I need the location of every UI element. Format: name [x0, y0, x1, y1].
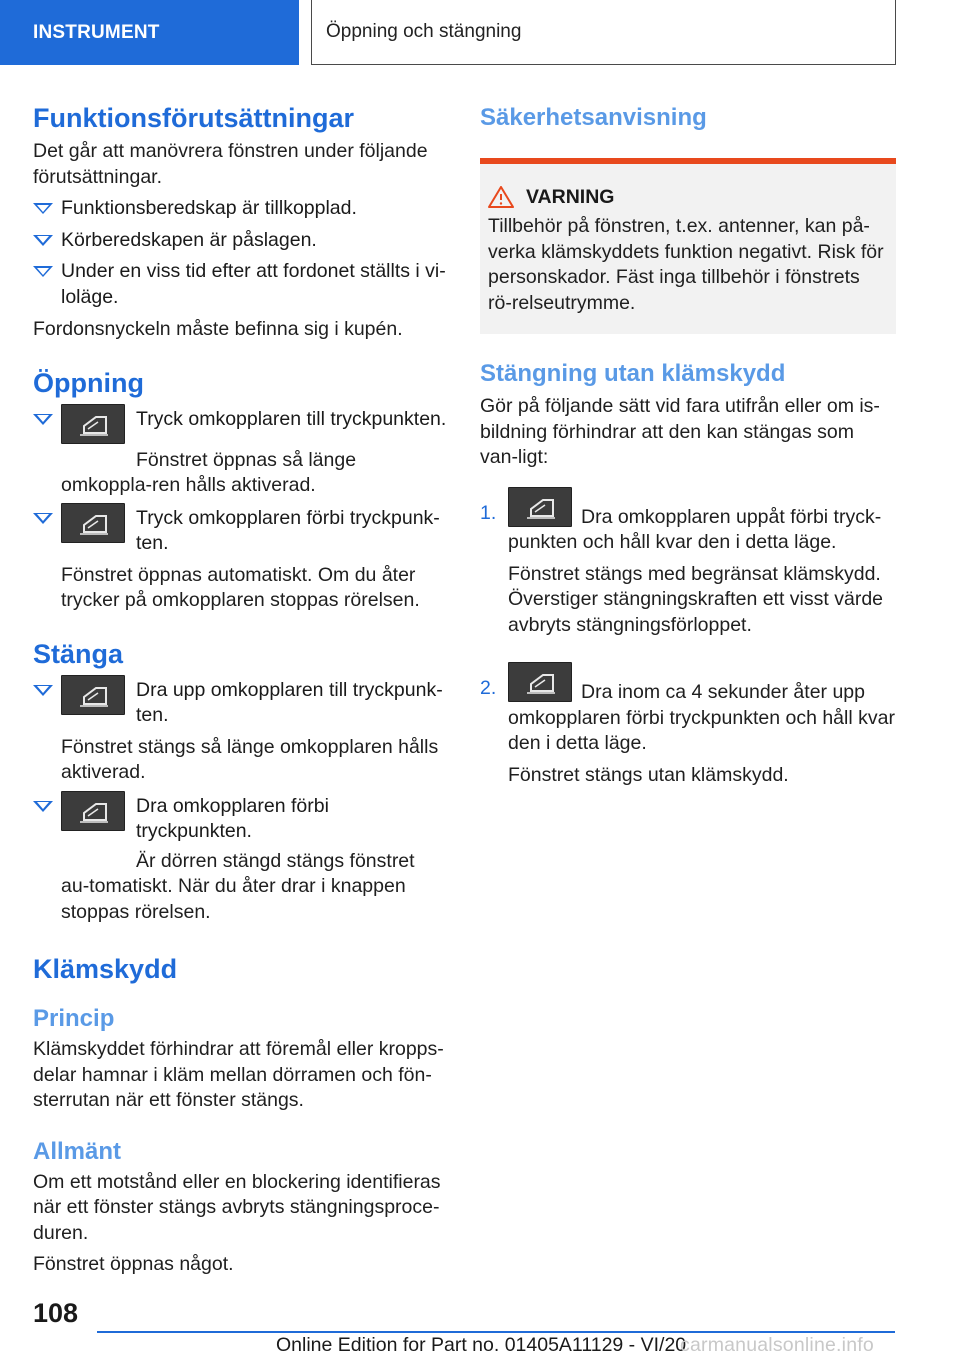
prereq-note: Fordonsnyckeln måste befinna sig i kupén.	[33, 318, 403, 340]
warning-triangle-icon	[488, 186, 514, 208]
opening-result-2: Fönstret öppnas automatiskt. Om du åter trycker på omkopplaren stoppas rörelsen.	[61, 563, 420, 611]
list-item: Under en viss tid efter att fordonet ställts i vi-loläge.	[33, 259, 448, 310]
general-heading: Allmänt	[33, 1137, 122, 1165]
opening-heading: Öppning	[33, 367, 144, 398]
list-item: Körberedskapen är påslagen.	[33, 228, 448, 254]
footer-divider	[97, 1331, 895, 1333]
triangle-bullet-icon	[33, 801, 53, 812]
footer-edition: Online Edition for Part no. 01405A11129 - VI/20	[276, 1334, 687, 1356]
closing-heading: Stänga	[33, 638, 124, 669]
principle-text: Klämskyddet förhindrar att föremål eller kropps-delar hamnar i kläm mellan dörramen och fön-sterrutan när ett fönster stängs.	[33, 1038, 444, 1111]
window-switch-icon	[508, 487, 572, 527]
closing-action-2: Dra omkopplaren förbi tryckpunkten.	[136, 794, 329, 842]
triangle-bullet-icon	[33, 414, 53, 425]
list-item: Funktionsberedskap är tillkopplad.	[33, 196, 448, 222]
triangle-bullet-icon	[33, 203, 53, 214]
closing-result-1: Fönstret stängs så länge omkopplaren hålls aktiverad.	[61, 735, 439, 783]
step-action: Dra omkopplaren uppåt förbi tryck-punkten och håll kvar den i detta läge.	[508, 505, 882, 553]
window-switch-icon	[61, 675, 125, 715]
safety-heading: Säkerhetsanvisning	[480, 104, 707, 131]
pinch-heading: Klämskydd	[33, 954, 178, 984]
triangle-bullet-icon	[33, 235, 53, 246]
opening-result-1: Fönstret öppnas så länge omkoppla-ren hålls aktiverad.	[61, 448, 357, 496]
list-item	[480, 662, 896, 788]
step-action: Dra inom ca 4 sekunder åter upp omkopplaren förbi tryckpunkten och håll kvar den i detta läge.	[508, 681, 895, 754]
step-number: 1.	[480, 501, 497, 524]
no-pinch-steps	[480, 487, 896, 789]
prereq-intro: Det går att manövrera fönstren under följande förutsättningar.	[33, 140, 428, 188]
triangle-bullet-icon	[33, 513, 53, 524]
step-result: Fönstret stängs utan klämskydd.	[508, 763, 789, 786]
principle-heading: Princip	[33, 1005, 115, 1032]
list-item	[33, 678, 448, 786]
window-switch-icon	[508, 662, 572, 702]
list-item	[33, 407, 448, 499]
list-item	[33, 794, 448, 926]
window-switch-icon	[61, 404, 125, 444]
section-tab: INSTRUMENT	[0, 0, 299, 65]
left-column	[33, 100, 448, 1278]
list-item	[480, 487, 896, 639]
opening-action-1: Tryck omkopplaren till tryckpunkten.	[136, 407, 447, 430]
warning-title: VARNING	[488, 184, 888, 210]
watermark: carmanualsonline.info	[680, 1334, 874, 1356]
window-switch-icon	[61, 791, 125, 831]
general-text: Om ett motstånd eller en blockering identifieras när ett fönster stängs avbryts stängningsproce-duren.	[33, 1170, 441, 1244]
opening-action-2: Tryck omkopplaren förbi tryckpunk-ten.	[136, 506, 440, 554]
prereq-list	[33, 196, 448, 310]
closing-action-1: Dra upp omkopplaren till tryckpunk-ten.	[136, 678, 443, 726]
chapter-title: Öppning och stängning	[311, 0, 896, 65]
closing-result-2: Är dörren stängd stängs fönstret au-tomatiskt. När du åter drar i knappen stoppas rörelsen.	[61, 849, 415, 923]
step-number: 2.	[480, 677, 497, 699]
right-column	[480, 100, 896, 788]
warning-text: Tillbehör på fönstren, t.ex. antenner, kan på-verka klämskyddets funktion negativt. Risk för personskador. Fäst inga tillbehör i fönstrets rö-relseutrymme.	[488, 215, 884, 314]
prereq-heading: Funktionsförutsättningar	[33, 103, 354, 133]
triangle-bullet-icon	[33, 685, 53, 696]
step-result: Fönstret stängs med begränsat klämskydd. Överstiger stängningskraften ett visst värde avbryts stängningsförloppet.	[508, 562, 884, 636]
general-note: Fönstret öppnas något.	[33, 1253, 234, 1275]
list-item	[33, 506, 448, 614]
no-pinch-intro: Gör på följande sätt vid fara utifrån eller om is-bildning förhindrar att den kan stängas som van-ligt:	[480, 395, 880, 468]
no-pinch-heading: Stängning utan klämskydd	[480, 360, 786, 387]
page-number: 108	[33, 1298, 79, 1328]
window-switch-icon	[61, 503, 125, 543]
triangle-bullet-icon	[33, 266, 53, 277]
warning-box	[480, 158, 896, 334]
